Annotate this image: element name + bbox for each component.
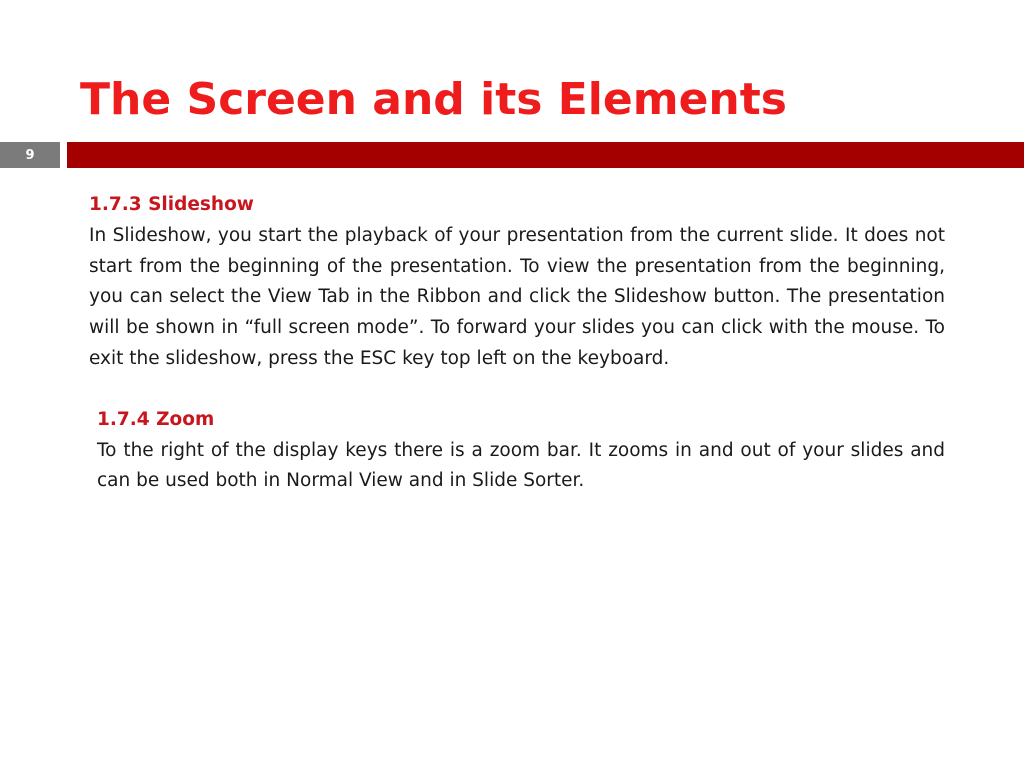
section-spacer xyxy=(89,375,945,405)
slide-content xyxy=(89,190,945,497)
slide-number: 9 xyxy=(0,142,60,168)
section-heading-slideshow: 1.7.3 Slideshow xyxy=(89,194,254,215)
section-body-zoom: To the right of the display keys there is a zoom bar. It zooms in and out of your slides and can be used both in Normal View and in Slide Sorter. xyxy=(97,439,945,492)
section-heading-zoom: 1.7.4 Zoom xyxy=(97,408,215,430)
slide-title: The Screen and its Elements xyxy=(80,74,787,125)
title-underline-bar xyxy=(67,142,1024,168)
section-body-slideshow: In Slideshow, you start the playback of your presentation from the current slide. It does not start from the beginning of the presentation. To view the presentation from the beginning, you can select the View Tab in the Ribbon and click the Slideshow button. The presentation will be shown in “full screen mode”. To forward your slides you can click with the mouse. To exit the slideshow, press the ESC key top left on the keyboard. xyxy=(89,224,945,369)
